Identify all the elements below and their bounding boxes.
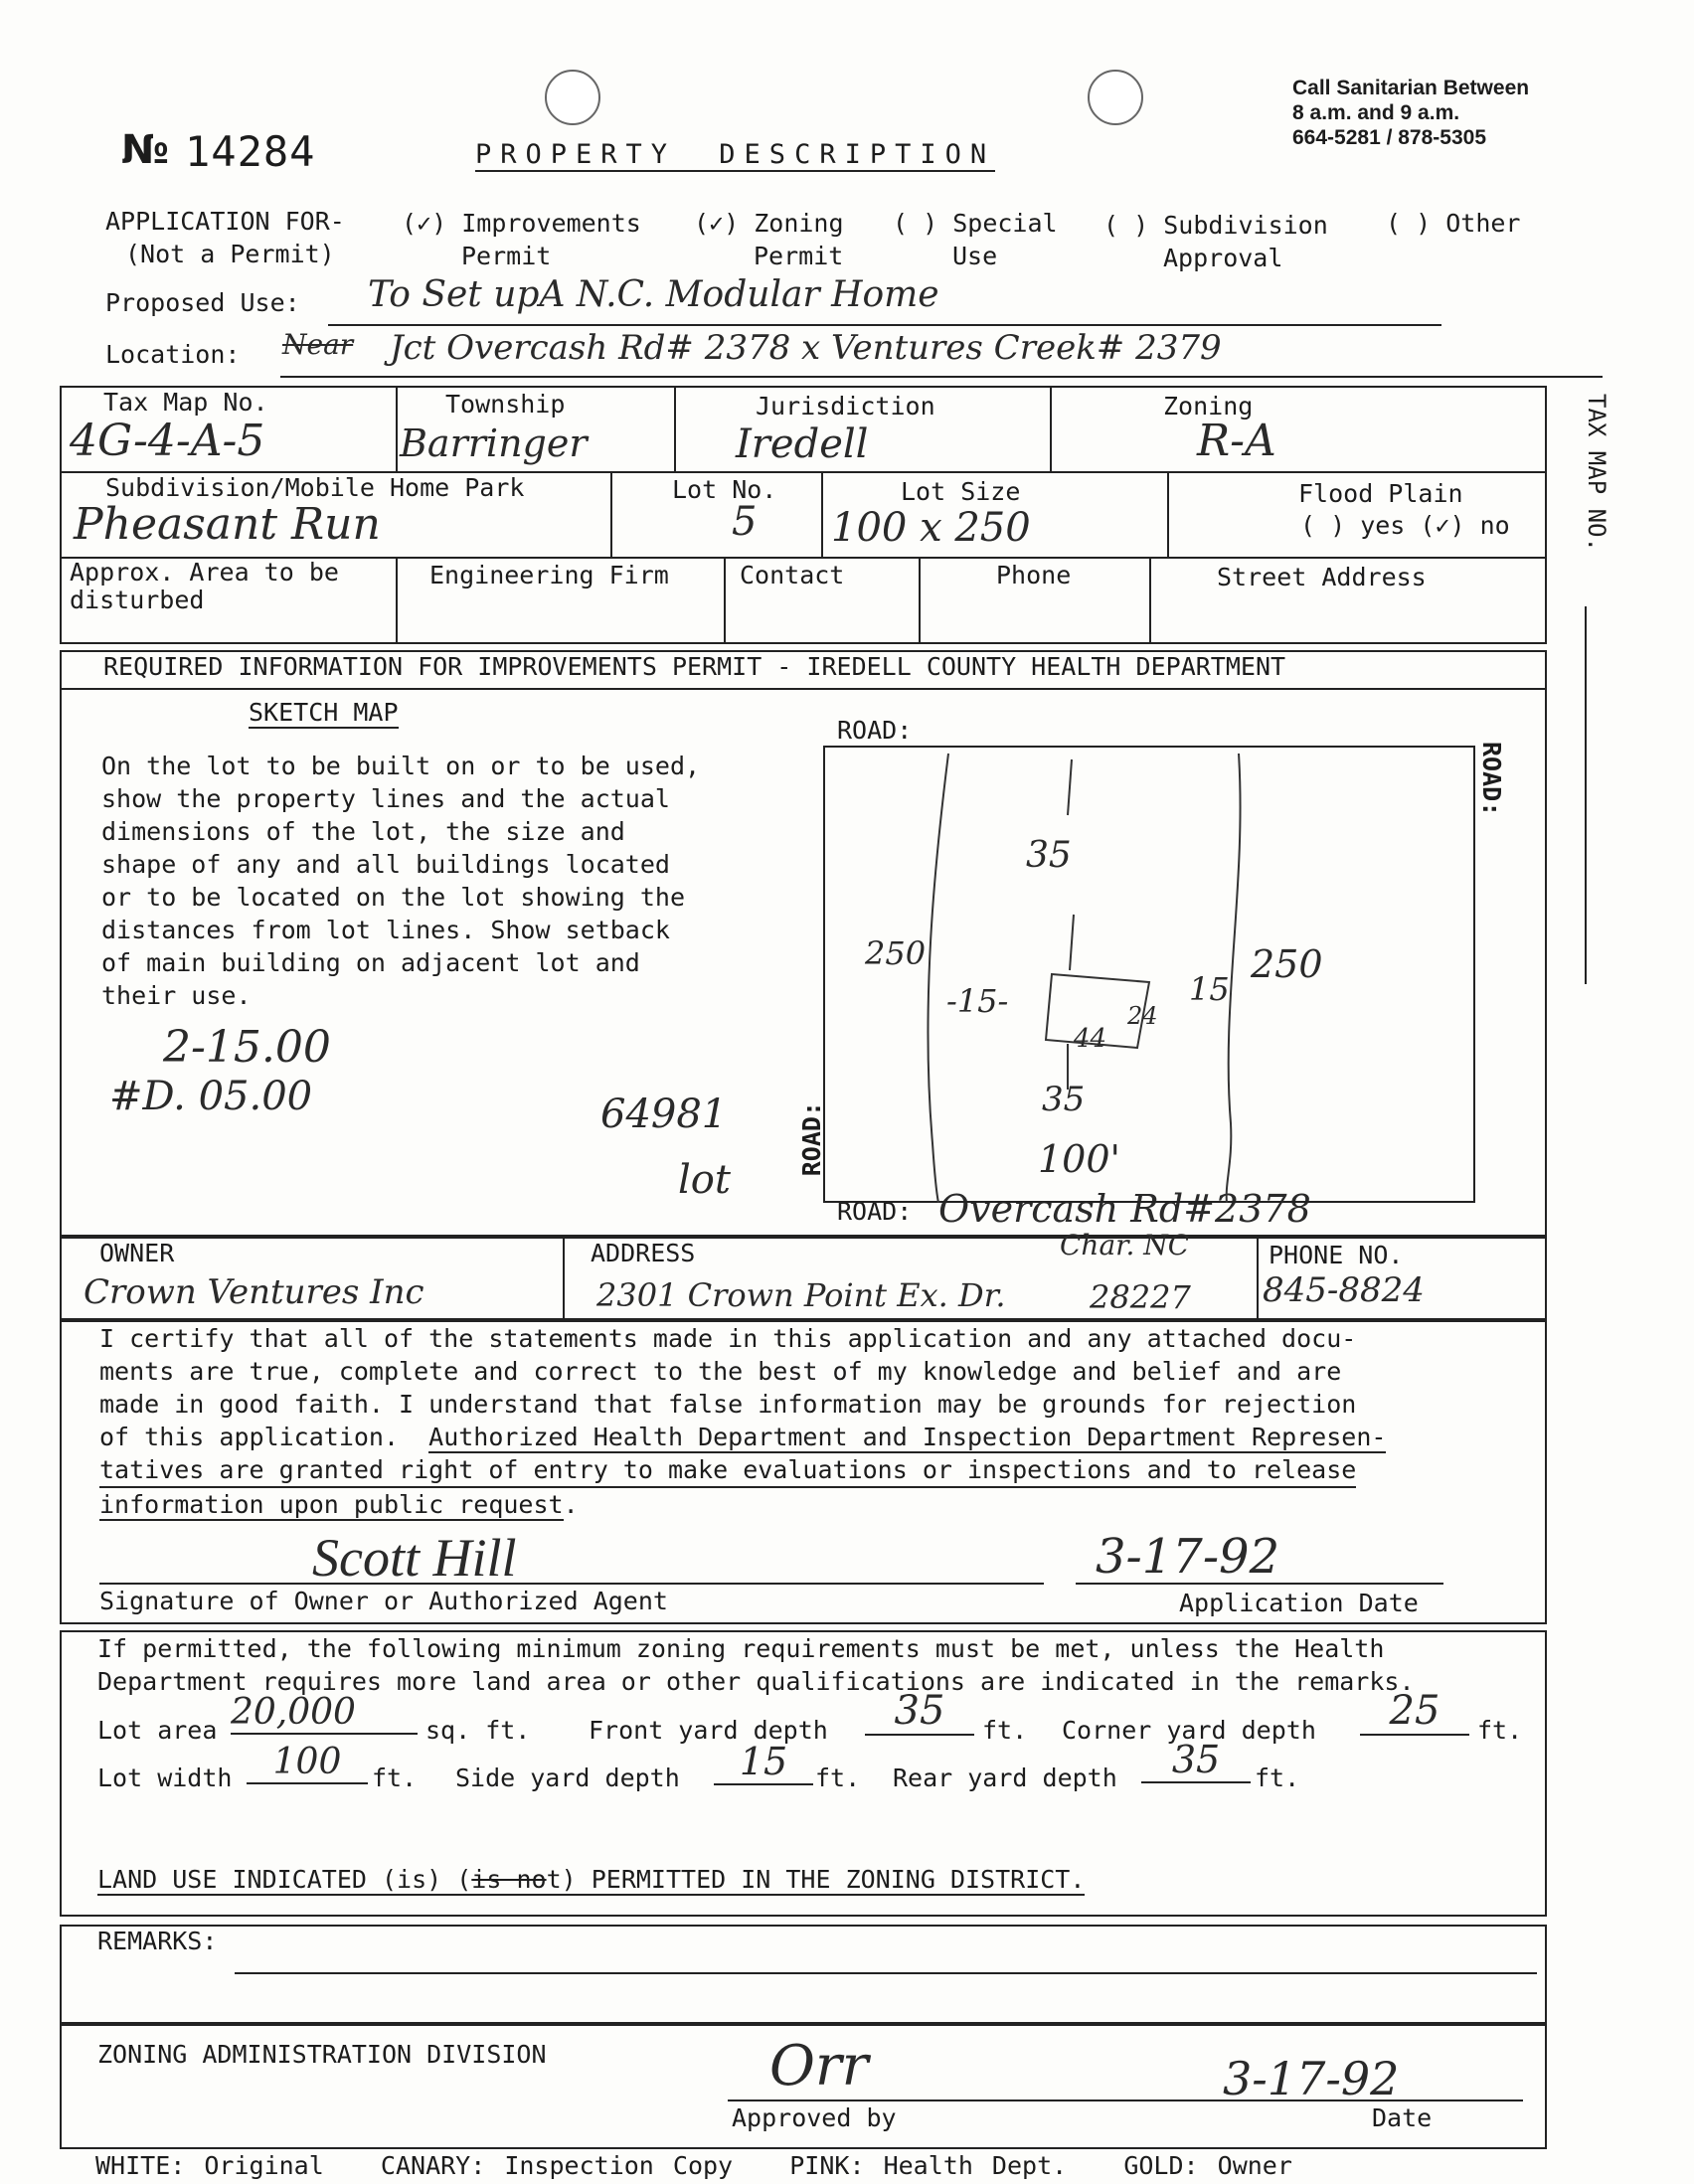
approval-date-label: Date (1372, 2103, 1433, 2132)
lot-area-value[interactable]: 20,000 (231, 1692, 418, 1735)
certify-line4-underlined: Authorized Health Department and Inspection Department Represen- (428, 1423, 1387, 1451)
sketch-left-length: 250 (865, 934, 927, 972)
signature-line (99, 1583, 1044, 1585)
corner-yard-value[interactable]: 25 (1360, 1688, 1469, 1736)
grid-col-5 (821, 471, 823, 557)
rear-yard-label: Rear yard depth (893, 1764, 1117, 1792)
application-date-value[interactable]: 3-17-92 (1096, 1529, 1280, 1585)
zoning-division-label: ZONING ADMINISTRATION DIVISION (97, 2040, 547, 2069)
option-special-line1: Special (952, 209, 1058, 238)
option-improvements[interactable] (402, 207, 641, 272)
grid-col-10 (1149, 557, 1151, 644)
subdivision-label: Subdivision/Mobile Home Park (105, 473, 525, 502)
option-other-mark[interactable]: ( ) (1386, 209, 1432, 238)
approval-line (728, 2100, 1523, 2101)
option-subdivision[interactable] (1103, 209, 1328, 274)
certification-text (99, 1322, 1386, 1521)
punch-hole-right (1088, 70, 1143, 125)
front-yard-label: Front yard depth (589, 1716, 828, 1745)
sketch-right-length: 250 (1251, 942, 1323, 986)
lot-area-unit: sq. ft. (425, 1716, 531, 1745)
sketch-side-setback-left: -15- (946, 982, 1009, 1020)
form-number: 14284 (185, 127, 316, 176)
lot-line-left (928, 754, 948, 1203)
lot-area-label: Lot area (97, 1716, 218, 1745)
lot-width-label: Lot width (97, 1764, 233, 1792)
instruction-line: distances from lot lines. Show setback (101, 916, 670, 944)
improvements-header-divider (60, 688, 1547, 690)
hand-note-date: 2-15.00 (163, 1022, 331, 1073)
instruction-line: of main building on adjacent lot and (101, 948, 640, 977)
sketch-lot-width: 100' (1038, 1137, 1120, 1181)
road-bottom-label: ROAD: (837, 1197, 913, 1226)
instruction-line: shape of any and all buildings located (101, 850, 670, 879)
option-zoning-mark[interactable]: (✓) (694, 209, 740, 238)
option-other-label: Other (1445, 209, 1521, 238)
proposed-use-value[interactable]: To Set upA N.C. Modular Home (368, 274, 939, 315)
location-struck: Near (282, 328, 354, 361)
copy-distribution-footer: WHITE: Original CANARY: Inspection Copy PINK: Health Dept. GOLD: Owner (95, 2151, 1292, 2180)
side-yard-unit: ft. (815, 1764, 861, 1792)
zoning-label: Zoning (1163, 392, 1254, 420)
option-subdivision-mark[interactable]: ( ) (1103, 211, 1149, 240)
option-improvements-mark[interactable]: (✓) (402, 209, 447, 238)
tax-map-side-line (1585, 606, 1587, 984)
tax-map-side-label: TAX MAP NO. (1583, 394, 1610, 552)
lot-width-value[interactable]: 100 (247, 1742, 368, 1784)
page-title: PROPERTY DESCRIPTION (475, 139, 996, 170)
sketch-side-setback-right: 15 (1189, 970, 1230, 1008)
lot-no-label: Lot No. (672, 475, 777, 504)
option-other[interactable] (1386, 209, 1520, 238)
remarks-label: REMARKS: (97, 1927, 218, 1955)
application-label-line1: APPLICATION FOR- (105, 207, 345, 236)
grid-col-8 (724, 557, 726, 644)
grid-col-3 (1050, 386, 1052, 471)
address-label: ADDRESS (591, 1239, 696, 1267)
owner-col-1 (563, 1237, 565, 1320)
sketch-rear-setback: 35 (1042, 1080, 1086, 1119)
corner-yard-label: Corner yard depth (1062, 1716, 1316, 1745)
instruction-line: show the property lines and the actual (101, 784, 670, 813)
rear-yard-value[interactable]: 35 (1141, 1738, 1251, 1783)
lot-width-unit: ft. (372, 1764, 418, 1792)
location-label: Location: (105, 340, 241, 369)
phone-no-value[interactable]: 845-8824 (1263, 1270, 1425, 1310)
zoning-req-line2: Department requires more land area or other qualifications are indicated in the remarks. (97, 1667, 1415, 1696)
jurisdiction-label: Jurisdiction (756, 392, 935, 420)
grid-col-1 (396, 386, 398, 471)
option-special-line2: Use (952, 242, 998, 270)
signature-label: Signature of Owner or Authorized Agent (99, 1587, 668, 1615)
option-subdivision-line1: Subdivision (1163, 211, 1328, 240)
phone-no-label: PHONE NO. (1269, 1241, 1404, 1269)
tax-map-label: Tax Map No. (103, 388, 268, 417)
option-improvements-line2: Permit (461, 242, 552, 270)
certify-line6: information upon public request (99, 1490, 564, 1519)
road-right-label: ROAD: (1477, 742, 1506, 817)
grid-col-7 (396, 557, 398, 644)
street-address-label: Street Address (1217, 563, 1427, 591)
application-for-label (105, 205, 345, 270)
road-left-label: ROAD: (797, 1101, 826, 1177)
certify-line (99, 1421, 1386, 1453)
contact-label: Contact (740, 561, 845, 589)
flood-plain-options[interactable]: ( ) yes (✓) no (1300, 511, 1510, 540)
proposed-use-label: Proposed Use: (105, 288, 300, 317)
sketch-front-setback: 35 (1026, 835, 1072, 876)
road-top-label: ROAD: (837, 716, 913, 745)
location-value[interactable]: Jct Overcash Rd# 2378 x Ventures Creek# 2379 (390, 328, 1222, 368)
lot-no-value[interactable]: 5 (732, 499, 758, 545)
application-date-label: Application Date (1179, 1589, 1419, 1617)
front-setback-line-lower (1070, 915, 1074, 970)
application-label-line2: (Not a Permit) (125, 240, 335, 268)
sketch-map-title: SKETCH MAP (249, 698, 399, 727)
hand-note-number: 64981 (600, 1092, 728, 1137)
sanitarian-note (1292, 76, 1529, 150)
zoning-value[interactable]: R-A (1197, 416, 1276, 466)
lot-size-value[interactable]: 100 x 250 (831, 505, 1031, 551)
owner-value[interactable]: Crown Ventures Inc (84, 1272, 424, 1312)
sanitarian-line-2: 8 a.m. and 9 a.m. (1292, 101, 1460, 124)
address-value[interactable]: 2301 Crown Point Ex. Dr. (596, 1276, 1006, 1314)
subdivision-value[interactable]: Pheasant Run (74, 499, 381, 550)
sketch-map-drawing (823, 746, 1475, 1203)
hand-note-fee: #D. 05.00 (109, 1074, 313, 1119)
punch-hole-left (545, 70, 600, 125)
proposed-use-underline (328, 324, 1441, 326)
zoning-requirements-text (97, 1632, 1415, 1698)
option-zoning-line2: Permit (754, 242, 844, 270)
land-use-pre: LAND USE INDICATED (is) ( (97, 1865, 472, 1894)
front-setback-line (1068, 759, 1072, 815)
instruction-line: On the lot to be built on or to be used, (101, 752, 701, 780)
side-yard-label: Side yard depth (455, 1764, 680, 1792)
instruction-line: their use. (101, 981, 252, 1010)
certify-line: ments are true, complete and correct to the best of my knowledge and belief and are (99, 1357, 1342, 1386)
sketch-instructions (101, 750, 700, 1012)
option-special-mark[interactable]: ( ) (893, 209, 938, 238)
option-special-use[interactable] (893, 207, 1058, 272)
approved-by-label: Approved by (732, 2103, 897, 2132)
location-underline (280, 376, 1603, 378)
road-bottom-value[interactable]: Overcash Rd#2378 (938, 1187, 1311, 1231)
remarks-line-1 (235, 1972, 1537, 1974)
side-yard-value[interactable]: 15 (714, 1740, 813, 1785)
front-yard-value[interactable]: 35 (865, 1688, 974, 1736)
remarks-section (60, 1925, 1547, 2024)
tax-map-value[interactable]: 4G-4-A-5 (70, 416, 265, 466)
township-value[interactable]: Barringer (400, 421, 588, 465)
owner-label: OWNER (99, 1239, 175, 1267)
corner-yard-unit: ft. (1477, 1716, 1523, 1745)
phone-label: Phone (996, 561, 1072, 589)
form-number-prefix: № (121, 127, 170, 173)
land-use-struck: is no (471, 1865, 547, 1894)
land-use-post: t) PERMITTED IN THE ZONING DISTRICT. (546, 1865, 1086, 1894)
zoning-req-line1: If permitted, the following minimum zoning requirements must be met, unless the Health (97, 1634, 1385, 1663)
jurisdiction-value[interactable]: Iredell (736, 421, 869, 467)
approval-signature: Orr (769, 2034, 869, 2099)
hand-note-lot: lot (678, 1157, 731, 1203)
certify-line6-end: . (563, 1490, 579, 1519)
township-label: Township (445, 390, 566, 419)
land-use-statement (97, 1865, 1085, 1896)
grid-col-2 (674, 386, 676, 471)
sketch-house-depth: 24 (1127, 1002, 1158, 1030)
front-yard-unit: ft. (982, 1716, 1028, 1745)
flood-plain-label: Flood Plain (1298, 479, 1463, 508)
sketch-house-width: 44 (1074, 1024, 1107, 1054)
certify-line5: tatives are granted right of entry to make evaluations or inspections and to release (99, 1453, 1356, 1488)
grid-col-4 (610, 471, 612, 557)
improvements-header: REQUIRED INFORMATION FOR IMPROVEMENTS PERMIT - IREDELL COUNTY HEALTH DEPARTMENT (103, 652, 1286, 681)
date-line (1076, 1583, 1443, 1585)
sanitarian-phones: 664-5281 / 878-5305 (1292, 126, 1486, 149)
engineering-firm-label: Engineering Firm (429, 561, 669, 589)
owner-col-2 (1257, 1237, 1259, 1320)
approval-date-value[interactable]: 3-17-92 (1223, 2052, 1400, 2105)
instruction-line: or to be located on the lot showing the (101, 883, 685, 912)
rear-yard-unit: ft. (1255, 1764, 1300, 1792)
certify-line: made in good faith. I understand that false information may be grounds for rejection (99, 1390, 1357, 1419)
option-subdivision-line2: Approval (1163, 244, 1283, 272)
owner-signature: Scott Hill (312, 1528, 517, 1588)
grid-col-6 (1167, 471, 1169, 557)
certify-line: I certify that all of the statements made in this application and any attached docu- (99, 1324, 1357, 1353)
option-zoning[interactable] (694, 207, 844, 272)
sanitarian-line-1: Call Sanitarian Between (1292, 77, 1530, 99)
lot-size-label: Lot Size (901, 477, 1021, 506)
address-zip[interactable]: 28227 (1090, 1278, 1191, 1316)
option-improvements-line1: Improvements (461, 209, 641, 238)
address-city[interactable]: Char. NC (1060, 1229, 1190, 1261)
instruction-line: dimensions of the lot, the size and (101, 817, 625, 846)
certify-line4-pre: of this application. (99, 1423, 429, 1451)
option-zoning-line1: Zoning (754, 209, 844, 238)
area-disturbed-label: Approx. Area to be disturbed (70, 558, 339, 614)
grid-col-9 (919, 557, 921, 644)
